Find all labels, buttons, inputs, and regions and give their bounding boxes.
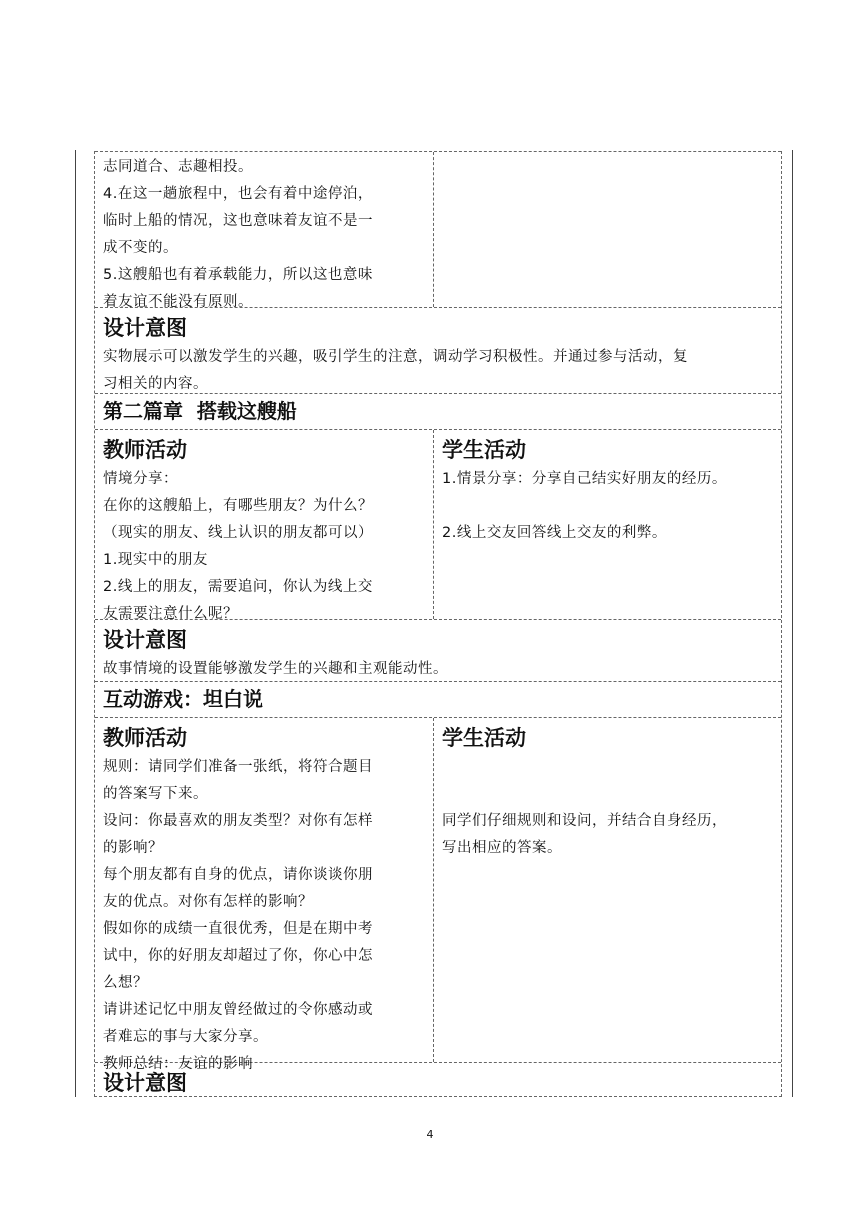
row-design-intent-3 (95, 1062, 781, 1096)
design-intent-heading: 设计意图 (103, 316, 187, 340)
row-friendship-boat-continued (95, 151, 781, 310)
text-line: 的答案写下来。 (103, 786, 208, 802)
text-line: 2.线上的朋友，需要追问，你认为线上交 (103, 579, 373, 595)
design-intent-heading: 设计意图 (103, 628, 187, 652)
spacer (442, 493, 777, 520)
text-line: 1.情景分享：分享自己结实好朋友的经历。 (442, 471, 727, 487)
text-line: 写出相应的答案。 (442, 840, 562, 856)
page-border-right (792, 150, 793, 1097)
text-line: 5.这艘船也有着承载能力，所以这也意味 (103, 267, 373, 283)
row-activities-2 (95, 429, 781, 622)
row-design-intent-1 (95, 307, 781, 393)
row-activities-3 (95, 717, 781, 1072)
text-line: 的影响？ (103, 840, 163, 856)
teacher-activity-heading: 教师活动 (103, 726, 187, 750)
teacher-activity-continued-cell (95, 152, 434, 310)
text-line: 设问：你最喜欢的朋友类型？对你有怎样 (103, 813, 373, 829)
text-line: 临时上船的情况，这也意味着友谊不是一 (103, 213, 373, 229)
text-line: 者难忘的事与大家分享。 (103, 1029, 268, 1045)
text-line: 在你的这艘船上，有哪些朋友？为什么？ (103, 498, 373, 514)
page-number: 4 (426, 1128, 434, 1141)
text-line: 么想？ (103, 975, 148, 991)
game-heading: 互动游戏：坦白说 (103, 687, 263, 711)
design-intent-heading: 设计意图 (103, 1071, 187, 1095)
row-design-intent-2 (95, 619, 781, 681)
text-line: 每个朋友都有自身的优点，请你谈谈你朋 (103, 867, 373, 883)
text-line: 友需要注意什么呢？ (103, 606, 238, 622)
design-intent-text (103, 344, 777, 398)
student-activity-heading: 学生活动 (442, 438, 526, 462)
text-line: 假如你的成绩一直很优秀，但是在期中考 (103, 921, 373, 937)
student-activity-cell (434, 430, 781, 619)
row-chapter-2-title (95, 393, 781, 429)
page-border-left (75, 150, 76, 1097)
text-line: 友的优点。对你有怎样的影响？ (103, 894, 313, 910)
text-line: 成不变的。 (103, 240, 178, 256)
lesson-plan-table (94, 151, 782, 1097)
design-intent-cell (95, 620, 781, 681)
text-line: 故事情境的设置能够激发学生的兴趣和主观能动性。 (103, 661, 448, 677)
teacher-activity-cell (95, 430, 434, 622)
text-line: 1.现实中的朋友 (103, 552, 208, 568)
design-intent-cell (95, 1063, 781, 1096)
text-line: 4.在这一趟旅程中，也会有着中途停泊， (103, 186, 373, 202)
text-line: 习相关的内容。 (103, 376, 208, 392)
design-intent-cell (95, 308, 781, 393)
chapter-2-heading: 第二篇章 搭载这艘船 (103, 399, 297, 423)
student-activity-cell (434, 718, 781, 1062)
text-line: 规则：请同学们准备一张纸，将符合题目 (103, 759, 373, 775)
text-line: 志同道合、志趣相投。 (103, 159, 253, 175)
text-line: 实物展示可以激发学生的兴趣，吸引学生的注意，调动学习积极性。并通过参与活动，复 (103, 349, 688, 365)
text-line: （现实的朋友、线上认识的朋友都可以） (103, 525, 373, 541)
student-activity-text (442, 754, 777, 862)
teacher-activity-cell (95, 718, 434, 1072)
teacher-activity-text (103, 754, 429, 1078)
student-activity-continued-cell (434, 152, 781, 307)
row-game-title (95, 681, 781, 717)
text-line: 试中，你的好朋友却超过了你，你心中怎 (103, 948, 373, 964)
spacer (442, 754, 777, 808)
design-intent-text (103, 656, 777, 683)
text-line: 着友谊不能没有原则。 (103, 294, 253, 310)
teacher-activity-text (103, 466, 429, 628)
text-line: 教师总结：友谊的影响 (103, 1056, 253, 1072)
teacher-activity-heading: 教师活动 (103, 438, 187, 462)
text-line: 同学们仔细规则和设问，并结合自身经历， (442, 813, 727, 829)
student-activity-heading: 学生活动 (442, 726, 526, 750)
text-line: 情境分享： (103, 471, 178, 487)
student-activity-text (442, 466, 777, 547)
text-line: 2.线上交友回答线上交友的利弊。 (442, 525, 667, 541)
text-line: 请讲述记忆中朋友曾经做过的令你感动或 (103, 1002, 373, 1018)
